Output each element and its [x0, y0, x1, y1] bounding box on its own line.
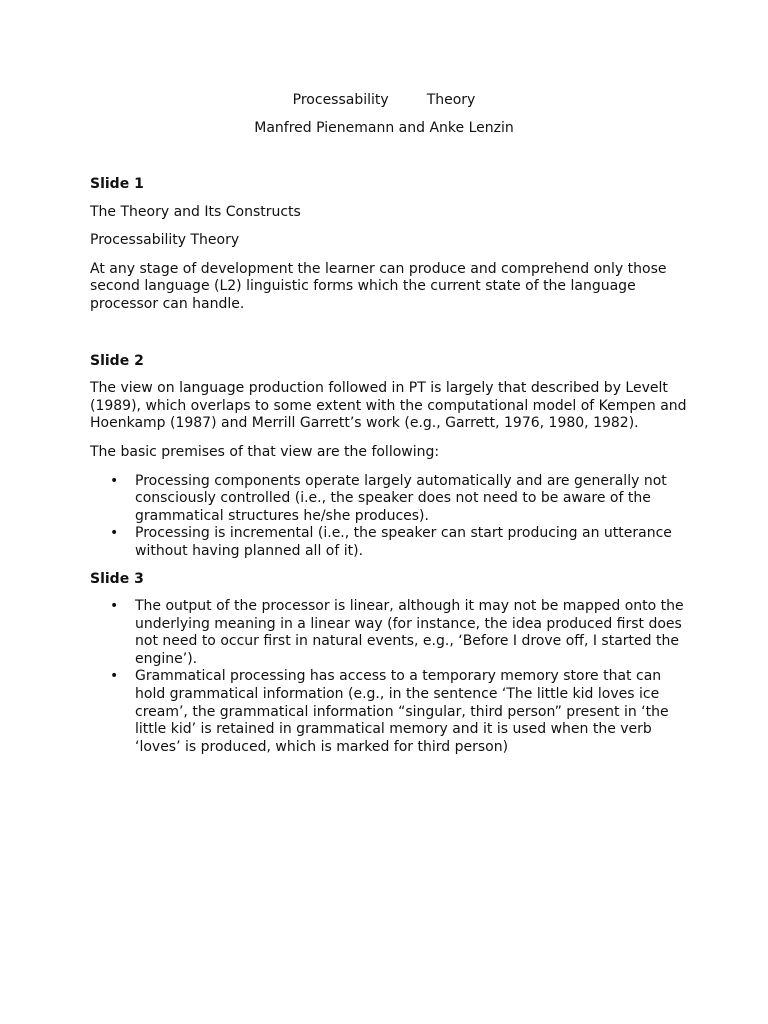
- list-item-text: Processing is incremental (i.e., the speaker can start producing an utterance without having planned all of it).: [135, 525, 672, 559]
- slide-2-paragraph-premises: The basic premises of that view are the following:: [90, 443, 440, 460]
- slide-1-theory-name: Processability Theory: [90, 232, 240, 249]
- document-body: [90, 176, 690, 766]
- slide-2-bullet-list: [90, 473, 690, 561]
- bullet-icon: •: [110, 598, 119, 615]
- slide-1-definition: At any stage of development the learner can produce and comprehend only those second language (L2) linguistic forms which the current state of the language processor can handle.: [90, 260, 667, 312]
- slide-3-heading: Slide 3: [90, 570, 144, 587]
- slide-1-heading: Slide 1: [90, 176, 144, 192]
- document-title: [0, 92, 768, 110]
- list-item-text: Processing components operate largely automatically and are generally not consciously controlled (i.e., the speaker does not need to be aware of the grammatical structures he/she produces).: [135, 472, 667, 524]
- list-item-text: The output of the processor is linear, although it may not be mapped onto the underlying meaning in a linear way (for instance, the idea produced first does not need to occur first in natural events, e.g., ‘Before I drove off, I started the engine’).: [135, 598, 684, 667]
- slide-1-subtitle: The Theory and Its Constructs: [90, 203, 301, 220]
- slide-2-paragraph-levelt: The view on language production followed in PT is largely that described by Levelt (1989), which overlaps to some extent with the computational model of Kempen and Hoenkamp (1987) and Merrill Garrett’s work (e.g., Garrett, 1976, 1980, 1982).: [90, 380, 687, 432]
- document-authors: Manfred Pienemann and Anke Lenzin: [254, 120, 514, 136]
- list-item: [90, 473, 690, 526]
- bullet-icon: •: [110, 668, 119, 685]
- list-item: [90, 525, 690, 560]
- list-item: [90, 668, 690, 756]
- bullet-icon: •: [110, 525, 119, 542]
- list-item: [90, 598, 690, 668]
- list-item-text: Grammatical processing has access to a temporary memory store that can hold grammatical information (e.g., in the sentence ‘The little kid loves ice cream’, the grammatical information “singular, third person” present in ‘the little kid’ is retained in grammatical memory and it is used when the verb ‘loves’ is produced, which is marked for third person): [135, 668, 669, 755]
- title-word-processability: Processability: [292, 92, 389, 108]
- bullet-icon: •: [110, 472, 119, 489]
- slide-3-bullet-list: [90, 598, 690, 756]
- slide-2-heading: Slide 2: [90, 352, 144, 369]
- title-word-theory: Theory: [426, 92, 476, 108]
